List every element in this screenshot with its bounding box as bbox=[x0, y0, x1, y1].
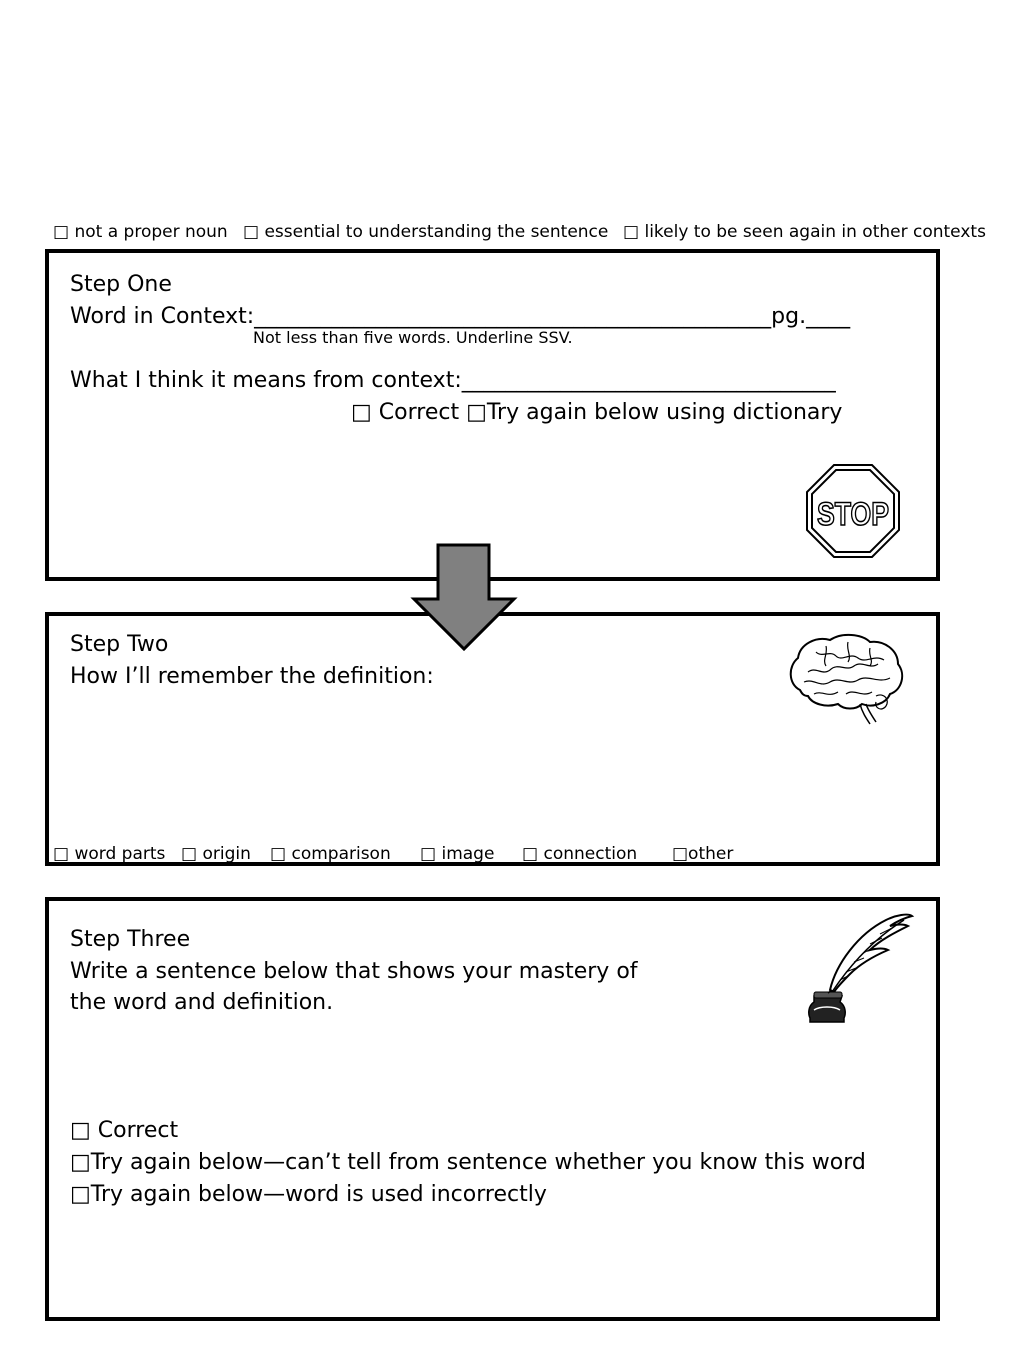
meaning-from-context-field[interactable]: What I think it means from context:__________________________________ bbox=[70, 368, 836, 393]
step-three-heading: Step Three bbox=[70, 927, 191, 952]
stop-sign-text: STOP bbox=[817, 496, 889, 532]
option-word-parts[interactable]: □ word parts bbox=[53, 844, 166, 864]
option-origin[interactable]: □ origin bbox=[181, 844, 251, 864]
stop-sign-icon bbox=[806, 464, 900, 558]
down-arrow-icon bbox=[410, 543, 518, 651]
remember-definition-prompt: How I’ll remember the definition: bbox=[70, 664, 434, 689]
result-try-again-unclear[interactable]: □Try again below—can’t tell from sentence whether you know this word bbox=[70, 1150, 866, 1175]
criteria-not-proper-noun[interactable]: □ not a proper noun bbox=[53, 222, 228, 242]
result-correct[interactable]: □ Correct bbox=[70, 1118, 179, 1143]
criteria-likely-seen-again[interactable]: □ likely to be seen again in other contexts bbox=[623, 222, 986, 242]
result-try-again-incorrect[interactable]: □Try again below—word is used incorrectly bbox=[70, 1182, 547, 1207]
step-two-heading: Step Two bbox=[70, 632, 169, 657]
option-comparison[interactable]: □ comparison bbox=[270, 844, 391, 864]
step-one-heading: Step One bbox=[70, 272, 172, 297]
mastery-prompt-line1: Write a sentence below that shows your mastery of bbox=[70, 959, 638, 984]
word-in-context-hint: Not less than five words. Underline SSV. bbox=[253, 328, 573, 347]
option-other[interactable]: □other bbox=[672, 844, 734, 864]
mastery-prompt-line2: the word and definition. bbox=[70, 990, 334, 1015]
option-connection[interactable]: □ connection bbox=[522, 844, 638, 864]
step-one-check-options[interactable]: □ Correct □Try again below using dictionary bbox=[351, 400, 843, 425]
criteria-essential[interactable]: □ essential to understanding the sentence bbox=[243, 222, 609, 242]
option-image[interactable]: □ image bbox=[420, 844, 495, 864]
quill-inkwell-icon bbox=[800, 910, 916, 1028]
word-in-context-field[interactable]: Word in Context:_______________________________________________pg.____ bbox=[70, 304, 851, 329]
brain-icon bbox=[786, 632, 906, 728]
